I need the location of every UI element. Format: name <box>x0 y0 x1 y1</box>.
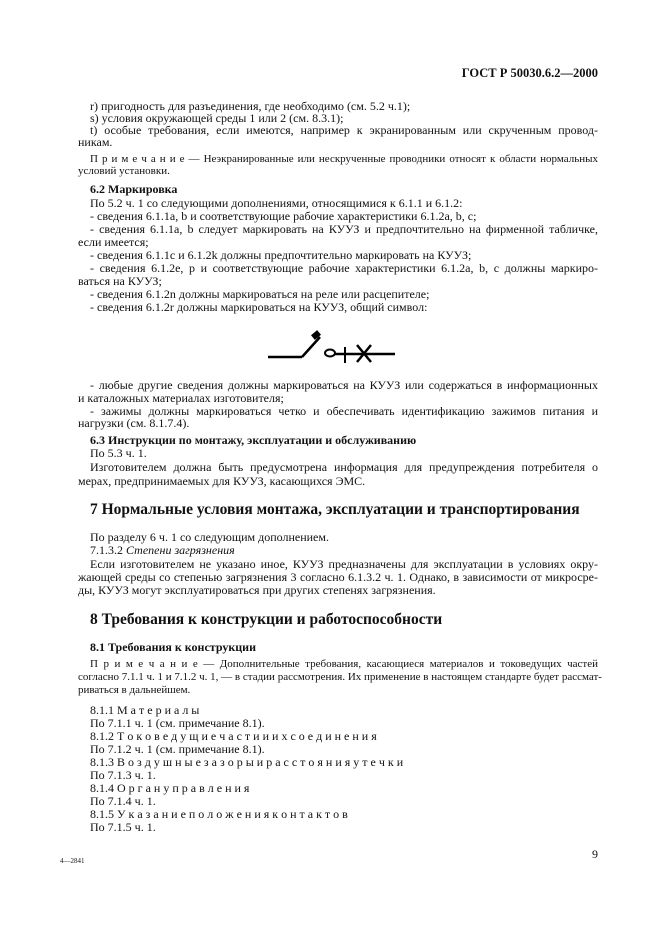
text-line: - сведения 6.1.2n должны маркироваться на реле или расцепителе; <box>90 287 430 301</box>
note: П р и м е ч а н и е — Неэкранированные или нескрученные проводники относят к области нормальных <box>90 153 598 165</box>
document-header: ГОСТ Р 50030.6.2—2000 <box>461 66 598 80</box>
text-line: ды, КУУЗ могут эксплуатироваться при других степенях загрязнения. <box>78 583 436 597</box>
section-heading-6-2: 6.2 Маркировка <box>90 182 178 196</box>
text-line: По 7.1.2 ч. 1 (см. примечание 8.1). <box>90 742 265 756</box>
text-line: - сведения 6.1.1c и 6.1.2k должны предпочтительно маркировать на КУУЗ; <box>90 248 472 262</box>
text-line: если имеется; <box>78 235 149 249</box>
text-line: - зажимы должны маркироваться четко и обеспечивать идентификацию зажимов питания и <box>90 404 598 418</box>
text-line: - любые другие сведения должны маркироваться на КУУЗ или содержаться в информационных <box>90 378 598 392</box>
text-line: По 7.1.3 ч. 1. <box>90 768 156 782</box>
text-line: По 7.1.4 ч. 1. <box>90 794 156 808</box>
page-number: 9 <box>592 847 598 861</box>
clause-number: 7.1.3.2 <box>90 543 123 557</box>
section-heading-8-1: 8.1 Требования к конструкции <box>90 640 257 654</box>
text-line: По разделу 6 ч. 1 со следующим дополнением. <box>90 530 329 544</box>
clause-7-1-3-2 <box>90 543 598 557</box>
text-line: - сведения 6.1.1a, b следует маркировать на КУУЗ и предпочтительно на фирменной табличке, <box>90 222 598 236</box>
text-line: нагрузки (см. 8.1.7.4). <box>78 416 190 430</box>
text-line: ваться на КУУЗ; <box>78 274 162 288</box>
text-line: никам. <box>78 135 113 149</box>
protective-device-symbol-icon <box>260 328 410 368</box>
clause-title: Степени загрязнения <box>126 543 235 557</box>
clause-heading: 8.1.2 Т о к о в е д у щ и е ч а с т и и и х с о е д и н е н и я <box>90 729 377 743</box>
text-line: - сведения 6.1.1a, b и соответствующие рабочие характеристики 6.1.2a, b, c; <box>90 209 477 223</box>
text-line: мерах, предпринимаемых для КУУЗ, касающихся ЭМС. <box>78 474 366 488</box>
text-line: жающей среды со степенью загрязнения 3 согласно 6.1.3.2 ч. 1. Однако, в зависимости от микросре- <box>78 570 598 584</box>
clause-heading: 8.1.4 О р г а н у п р а в л е н и я <box>90 781 250 795</box>
clause-heading: 8.1.1 М а т е р и а л ы <box>90 703 200 717</box>
text-line: Изготовителем должна быть предусмотрена информация для предупреждения потребителя о <box>90 460 598 474</box>
list-item-s: s) условия окружающей среды 1 или 2 (см. 8.3.1); <box>90 111 344 125</box>
section-heading-8: 8 Требования к конструкции и работоспособности <box>90 611 443 628</box>
text-line: Если изготовителем не указано иное, КУУЗ предназначены для эксплуатации в условиях окру- <box>90 557 598 571</box>
footer-code: 4—2841 <box>60 857 85 865</box>
text-line: По 7.1.1 ч. 1 (см. примечание 8.1). <box>90 716 265 730</box>
clause-heading: 8.1.5 У к а з а н и е п о л о ж е н и я к о н т а к т о в <box>90 807 348 821</box>
list-item-r: r) пригодность для разъединения, где необходимо (см. 5.2 ч.1); <box>90 99 411 113</box>
note: согласно 7.1.1 ч. 1 и 7.1.2 ч. 1, — в стадии рассмотрения. Их применение в настоящем стандарте будет рассмат- <box>78 671 602 683</box>
section-heading-7: 7 Нормальные условия монтажа, эксплуатации и транспортирования <box>90 501 580 518</box>
section-heading-6-3: 6.3 Инструкции по монтажу, эксплуатации и обслуживанию <box>90 433 417 447</box>
clause-heading: 8.1.3 В о з д у ш н ы е з а з о р ы и р а с с т о я н и я у т е ч к и <box>90 755 404 769</box>
note: П р и м е ч а н и е — Дополнительные требования, касающиеся материалов и токоведущих частей <box>90 658 598 670</box>
text-line: По 7.1.5 ч. 1. <box>90 820 156 834</box>
note: риваться в дальнейшем. <box>78 684 191 696</box>
list-item-t: t) особые требования, если имеются, например к экранированным или скрученным провод- <box>90 123 598 137</box>
text-line: По 5.3 ч. 1. <box>90 446 147 460</box>
note: условий установки. <box>78 165 170 177</box>
text-line: - сведения 6.1.2r должны маркироваться на КУУЗ, общий символ: <box>90 300 428 314</box>
text-line: и каталожных материалах изготовителя; <box>78 391 284 405</box>
text-line: - сведения 6.1.2e, p и соответствующие рабочие характеристики 6.1.2a, b, c должны маркиро- <box>90 261 598 275</box>
text-line: По 5.2 ч. 1 со следующими дополнениями, относящимися к 6.1.1 и 6.1.2: <box>90 196 463 210</box>
